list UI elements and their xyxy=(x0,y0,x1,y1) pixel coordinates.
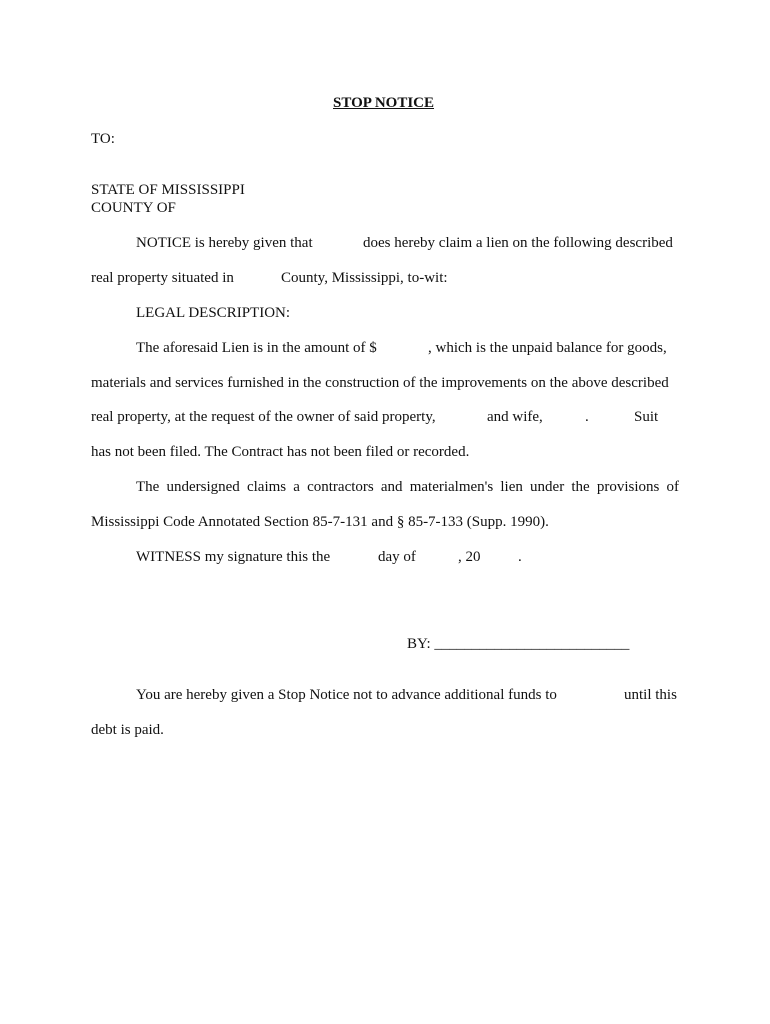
county-line: COUNTY OF xyxy=(91,200,176,216)
notice-line-1-end: does hereby claim a lien on the following described xyxy=(363,235,673,251)
lien-line-1-start: The aforesaid Lien is in the amount of $ xyxy=(136,340,377,356)
notice-line-2-end: County, Mississippi, to-wit: xyxy=(281,270,448,286)
lien-line-4: has not been filed. The Contract has not been filed or recorded. xyxy=(91,444,470,460)
lien-line-1-end: , which is the unpaid balance for goods, xyxy=(428,340,667,356)
lien-line-2 xyxy=(91,374,679,392)
claim-line-1: The undersigned claims a contractors and materialmen's lien under the provisions of xyxy=(136,479,679,495)
witness-period: . xyxy=(518,549,522,565)
lien-line-3-period: . xyxy=(585,409,589,425)
to-label: TO: xyxy=(91,131,115,147)
signature-line: BY: __________________________ xyxy=(407,636,630,652)
claim-line-2: Mississippi Code Annotated Section 85-7-131 and § 85-7-133 (Supp. 1990). xyxy=(91,514,549,530)
lien-line-2-text: materials and services furnished in the construction of the improvements on the above described xyxy=(91,375,669,391)
witness-start: WITNESS my signature this the xyxy=(136,549,331,565)
legal-description-label: LEGAL DESCRIPTION: xyxy=(136,305,291,321)
stop-line-1-start: You are hereby given a Stop Notice not to advance additional funds to xyxy=(136,687,557,703)
stop-line-2: debt is paid. xyxy=(91,722,164,738)
witness-year: , 20 xyxy=(458,549,481,565)
page-title: STOP NOTICE xyxy=(333,95,435,111)
lien-line-3-start: real property, at the request of the owner of said property, xyxy=(91,409,436,425)
notice-line-2-start: real property situated in xyxy=(91,270,234,286)
state-line: STATE OF MISSISSIPPI xyxy=(91,182,245,198)
notice-line-1-start: NOTICE is hereby given that xyxy=(136,235,313,251)
lien-line-3-suit: Suit xyxy=(634,409,659,425)
stop-line-1-end: until this xyxy=(624,687,677,703)
witness-day-of: day of xyxy=(378,549,416,565)
lien-line-3-wife: and wife, xyxy=(487,409,543,425)
